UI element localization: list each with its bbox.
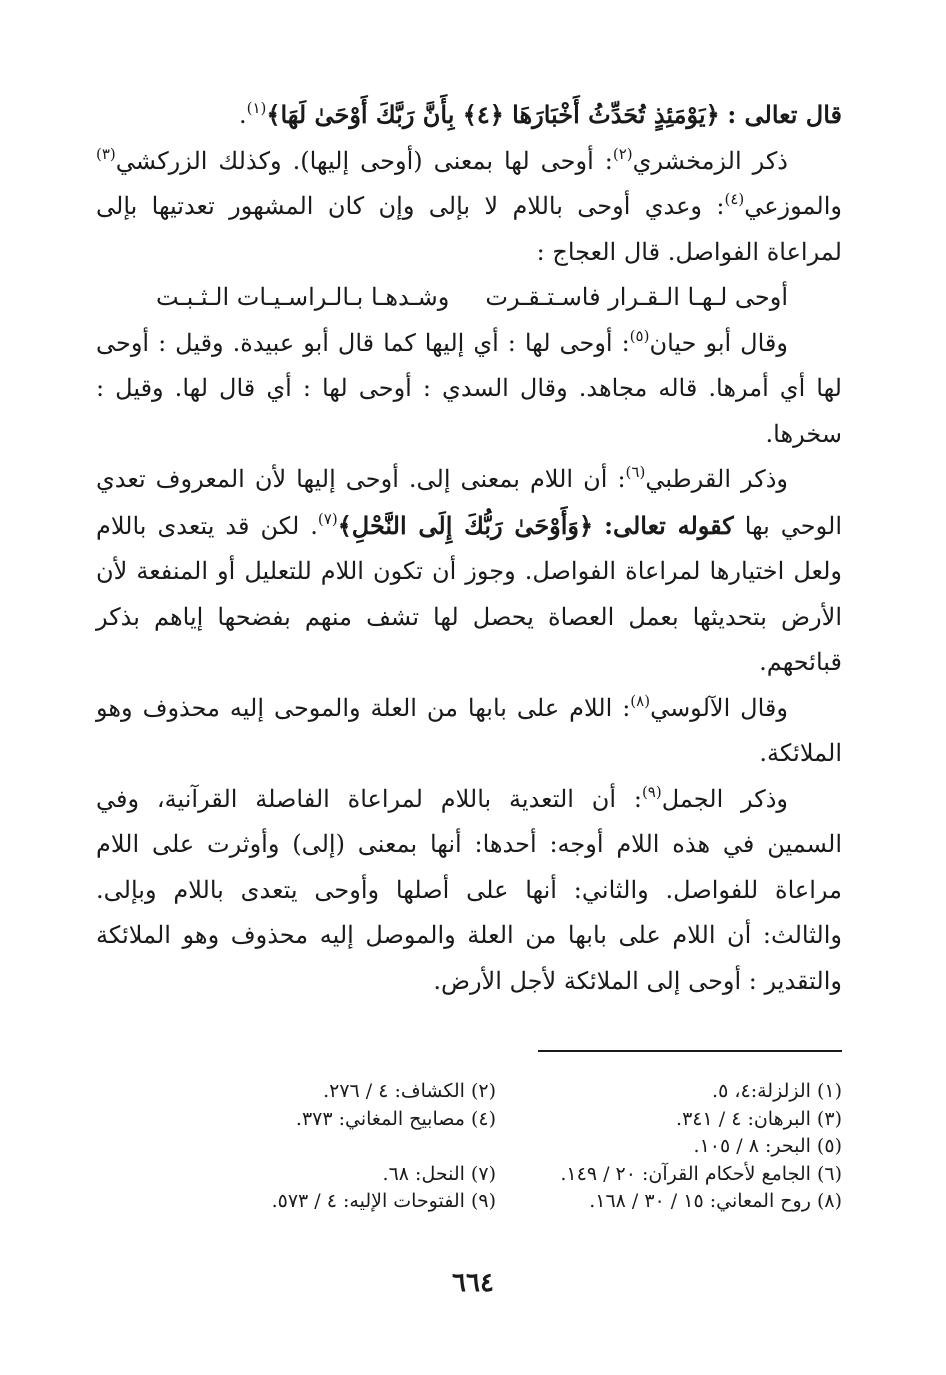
footnote-ref: (١) — [246, 99, 267, 117]
footnote-item: (٤) مصابيح المغاني: ٣٧٣. — [295, 1107, 496, 1130]
quran-verse-quote: ﴿يَوْمَئِذٍ تُحَدِّثُ أَخْبَارَهَا ﴿٤﴾ بِأَنَّ رَبَّكَ أَوْحَىٰ لَهَا﴾ — [266, 100, 720, 129]
footnote-row — [150, 1188, 842, 1216]
intro-end: . — [238, 101, 247, 129]
para-text: وذكر القرطبي — [645, 465, 788, 493]
para-text: وقال الآلوسي — [650, 693, 788, 722]
paragraph-qurtubi — [96, 457, 842, 686]
para-text: : أن التعدية باللام لمراعاة الفاصلة القرآنية، وفي السمين في هذه اللام أوجه: أحدها: أنها بمعنى (إلى) وأوثرت على اللام مراعاة للفواصل. والثاني: أنها على أصلها وأوحى يتعدى باللام وبإلى. والثالث: أن اللام على بابها من العلة والموصل إليه محذوف وهو الملائكة والتقدير : أوحى إلى الملائكة لأجل الأرض. — [96, 784, 842, 995]
footnote-row — [150, 1161, 842, 1189]
footnote-item: (٢) الكشاف: ٤ / ٢٧٦. — [323, 1080, 496, 1102]
para-text: ذكر الزمخشري — [632, 146, 788, 175]
page-number: ٦٦٤ — [452, 1268, 494, 1298]
footnote-ref: (٢) — [612, 144, 633, 163]
footnote-ref: (٥) — [629, 326, 650, 345]
footnote-item: (٨) روح المعاني: ١٥ / ٣٠ / ١٦٨. — [589, 1190, 842, 1212]
footnote-item: (١) الزلزلة:٤، ٥. — [712, 1080, 842, 1102]
para-text: : اللام على بابها من العلة والموحى إليه محذوف وهو الملائكة. — [96, 693, 842, 767]
para-text: وقال أبو حيان — [649, 328, 788, 357]
footnote-divider — [538, 1050, 842, 1052]
paragraph-abu-hayyan — [96, 321, 842, 458]
para-text: : أوحى لها بمعنى (أوحى إليها). وكذلك الزركشي — [115, 146, 613, 175]
verse-second-hemistich: وشـدهـا بـالـراسـيـات الـثـبـت — [156, 283, 450, 311]
para-text: : أوحى لها : أي إليها كما قال أبو عبيدة. وقيل : أوحى لها أي أمرها. قاله مجاهد. وقال السدي : أوحى لها : أي قال لها. وقيل : سخرها. — [96, 328, 842, 448]
footnote-ref: (٦) — [625, 463, 646, 481]
footnote-row — [150, 1133, 842, 1161]
footnote-item: (٦) الجامع لأحكام القرآن: ٢٠ / ١٤٩. — [560, 1162, 842, 1185]
footnote-ref: (٨) — [630, 691, 651, 710]
footnote-row — [150, 1078, 842, 1106]
footnote-item — [150, 1133, 496, 1161]
footnote-item: (٣) البرهان: ٤ / ٣٤١. — [676, 1107, 842, 1130]
quote-lead: كقوله تعالى: — [604, 510, 734, 540]
footnote-item: (٥) البحر: ٨ / ١٠٥. — [693, 1135, 842, 1157]
footnote-item: (٩) الفتوحات الإليه: ٤ / ٥٧٣. — [271, 1190, 496, 1212]
footnote-ref: (٤) — [724, 190, 745, 208]
para-text: . لكن قد يتعدى باللام ولعل اختيارها لمراعاة الفواصل. وجوز أن تكون اللام للتعليل أو المنفعة لأن الأرض بتحديثها بعمل العصاة يحصل لها تشف منهم بفضحها إياهم بذكر قبائحهم. — [96, 511, 842, 676]
footnote-row — [150, 1106, 842, 1134]
paragraph-jamal — [96, 777, 842, 1005]
para-text: والموزعي — [744, 192, 842, 220]
verse-first-hemistich: أوحى لـهـا الـقـرار فاسـتـقـرت — [485, 283, 788, 311]
paragraph-zamakhshari — [96, 139, 842, 276]
main-text — [96, 92, 842, 1004]
footnote-ref: (٧) — [317, 509, 338, 528]
para-text: : وعدي أوحى باللام لا بإلى وإن كان المشهور تعدتيها بإلى لمراعاة الفواصل. قال العجاج : — [96, 192, 842, 266]
para-text: وذكر الجمل — [661, 784, 788, 813]
intro-lead: قال تعالى : — [727, 100, 842, 129]
poetry-verse — [96, 275, 842, 321]
footnotes — [150, 1078, 842, 1216]
footnote-item: (٧) النحل: ٦٨. — [382, 1162, 496, 1185]
footnote-ref: (٩) — [641, 782, 662, 801]
footnote-ref: (٣) — [96, 144, 116, 163]
intro-line — [96, 92, 842, 139]
paragraph-alusi — [96, 686, 842, 777]
quran-verse-quote: ﴿وَأَوْحَىٰ رَبُّكَ إِلَى النَّحْلِ﴾ — [337, 510, 594, 540]
para-text: : أن اللام بمعنى إلى. أوحى إليها لأن المعروف تعدي الوحي بها — [96, 465, 842, 540]
